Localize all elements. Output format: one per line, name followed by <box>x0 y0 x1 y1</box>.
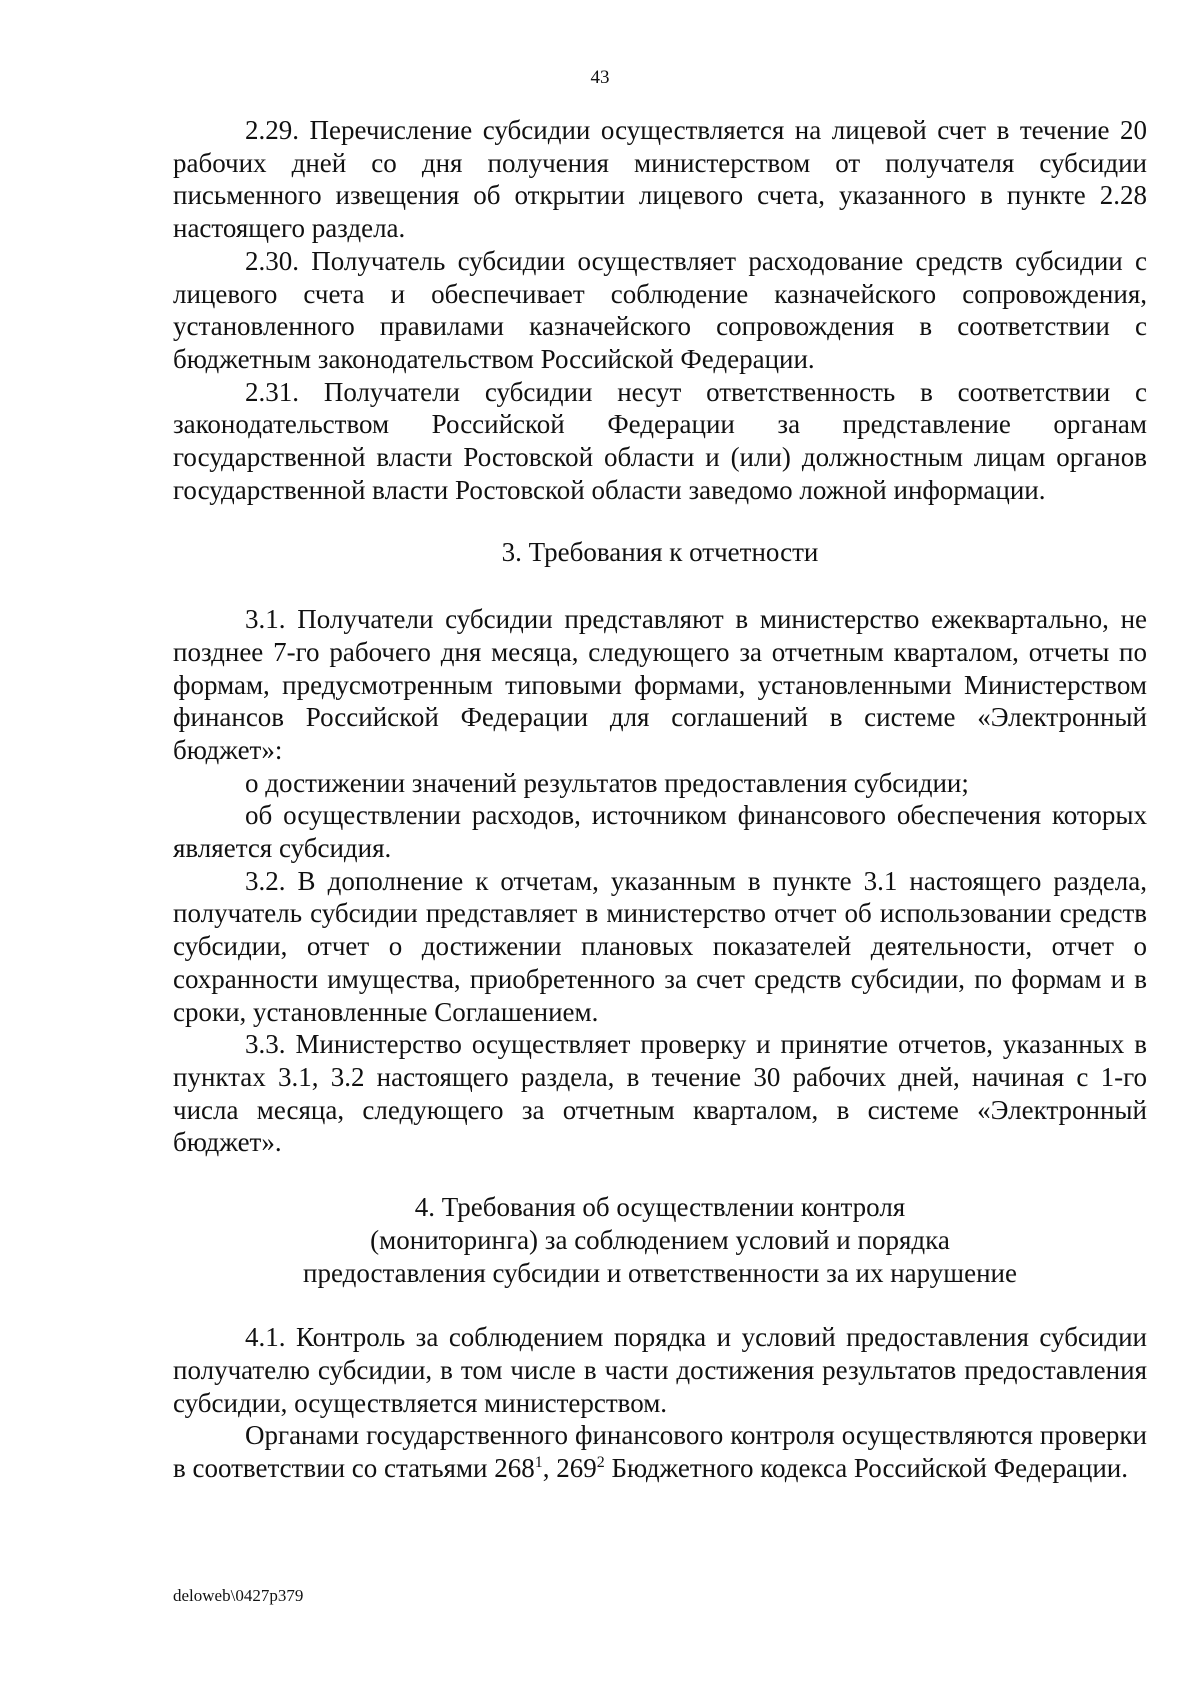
section-3-heading: 3. Требования к отчетности <box>501 537 819 568</box>
paragraph-3-1: 3.1. Получатели субсидии представляют в министерство ежеквартально, не позднее 7-го рабочего дня месяца, следующего за отчетным кварталом, отчеты по формам, предусмотренным типовыми формами, установленными Министерством финансов Российской Федерации для соглашений в системе «Электронный бюджет»: <box>173 604 1147 765</box>
paragraph-3-3: 3.3. Министерство осуществляет проверку и принятие отчетов, указанных в пунктах 3.1, 3.2 настоящего раздела, в течение 30 рабочих дней, начиная с 1-го числа месяца, следующего за отчетным кварталом, в системе «Электронный бюджет». <box>173 1029 1147 1158</box>
section-4-heading-line: (мониторинга) за соблюдением условий и порядка <box>370 1224 950 1255</box>
paragraph-2-29: 2.29. Перечисление субсидии осуществляется на лицевой счет в течение 20 рабочих дней со дня получения министерством от получателя субсидии письменного извещения об открытии лицевого счета, указанного в пункте 2.28 настоящего раздела. <box>173 115 1147 244</box>
document-body <box>173 114 1147 1485</box>
page-number: 43 <box>590 67 610 88</box>
paragraph-3-1-item-2: об осуществлении расходов, источником финансового обеспечения которых является субсидия. <box>173 800 1147 864</box>
control-text-before: Органами государственного финансового контроля осуществляются проверки в соответствии со статьями 268 <box>173 1420 1147 1484</box>
paragraph-2-31: 2.31. Получатели субсидии несут ответственность в соответствии с законодательством Российской Федерации за представление органам государственной власти Ростовской области и (или) должностным лицам органов государственной власти Ростовской области заведомо ложной информации. <box>173 376 1147 505</box>
section-4-heading-line: 4. Требования об осуществлении контроля <box>414 1192 906 1223</box>
section-4-heading-line: предоставления субсидии и ответственности за их нарушение <box>303 1257 1017 1288</box>
control-text-middle: , 269 <box>542 1453 597 1484</box>
paragraph-4-1: 4.1. Контроль за соблюдением порядка и условий предоставления субсидии получателю субсидии, в том числе в части достижения результатов предоставления субсидии, осуществляется министерством. <box>173 1322 1147 1418</box>
paragraph-3-2: 3.2. В дополнение к отчетам, указанным в пункте 3.1 настоящего раздела, получатель субсидии представляет в министерство отчет об использовании средств субсидии, отчет о достижении плановых показателей деятельности, отчет о сохранности имущества, приобретенного за счет средств субсидии, по формам и в сроки, установленные Соглашением. <box>173 865 1147 1027</box>
paragraph-2-30: 2.30. Получатель субсидии осуществляет расходование средств субсидии с лицевого счета и обеспечивает соблюдение казначейского сопровождения, установленного правилами казначейского сопровождения в соответствии с бюджетным законодательством Российской Федерации. <box>173 245 1147 374</box>
paragraph-3-1-item-1: о достижении значений результатов предоставления субсидии; <box>245 767 969 798</box>
article-superscript: 2 <box>596 1454 605 1472</box>
document-code: deloweb\0427p379 <box>173 1586 304 1605</box>
section-4-heading <box>173 1191 1147 1289</box>
control-text-after: Бюджетного кодекса Российской Федерации. <box>604 1453 1128 1484</box>
article-superscript: 1 <box>534 1454 543 1472</box>
paragraph-control-bodies <box>173 1419 1147 1484</box>
